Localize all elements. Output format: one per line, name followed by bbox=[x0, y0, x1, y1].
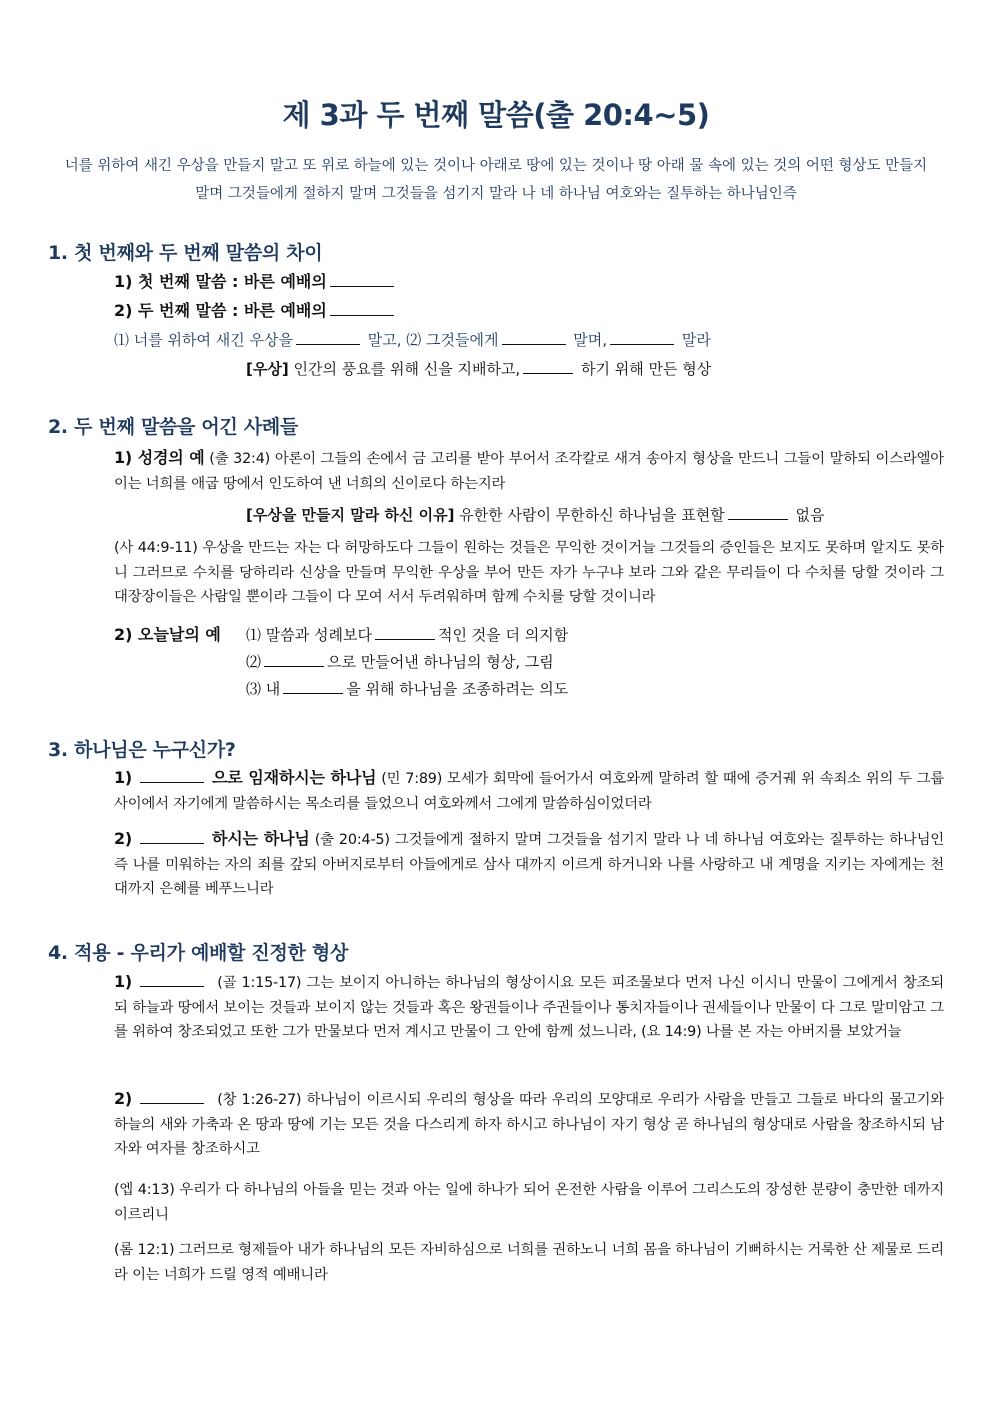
s3-item-2-text: (출 20:4-5) 그것들에게 절하지 말며 그것들을 섬기지 말라 나 네 하나님 여호와는 질투하는 하나님인즉 나를 미워하는 자의 죄를 갚되 아버지로부터 아들에게로 삼사 대까지 이르게 하거니와 나를 사랑하고 내 계명을 지키는 자에게는 천 대까지 은혜를 베푸느니라 bbox=[114, 832, 944, 897]
s2-item-2-label: 2) 오늘날의 예 bbox=[114, 625, 221, 644]
idol-text-b: 하기 위해 만든 형상 bbox=[580, 360, 712, 378]
s2-today-3 bbox=[246, 677, 568, 701]
s3-item-1 bbox=[114, 766, 944, 816]
s1-sub-b: 말고, ⑵ 그것들에게 bbox=[367, 331, 499, 349]
s1-sub-a: ⑴ 너를 위하여 새긴 우상을 bbox=[114, 331, 293, 349]
blank bbox=[502, 330, 566, 345]
s2-item-1-text: (출 32:4) 아론이 그들의 손에서 금 고리를 받아 부어서 조각칼로 새겨 송아지 형상을 만드니 그들이 말하되 이스라엘아 이는 너희를 애굽 땅에서 인도하여 낸 너희의 신이로다 하는지라 bbox=[114, 451, 945, 492]
blank bbox=[264, 652, 324, 667]
blank bbox=[330, 301, 394, 316]
s1-sub-c: 말며, bbox=[573, 331, 608, 349]
blank bbox=[728, 505, 788, 520]
blank bbox=[610, 330, 674, 345]
s4-item-2-text: (창 1:26-27) 하나님이 이르시되 우리의 형상을 따라 우리의 모양대로 우리가 사람을 만들고 그들로 바다의 물고기와 하늘의 새와 가축과 온 땅과 땅에 기는 모든 것을 다스리게 하자 하시고 하나님이 자기 형상 곧 하나님의 형상대로 사람을 창조하시되 남자와 여자를 창조하시고 bbox=[114, 1092, 944, 1157]
today-1-b: 적인 것을 더 의지함 bbox=[437, 626, 569, 644]
section-1-heading: 1. 첫 번째와 두 번째 말씀의 차이 bbox=[48, 242, 323, 264]
s4-item-1-text: (골 1:15-17) 그는 보이지 아니하는 하나님의 형상이시요 모든 피조물보다 먼저 나신 이시니 만물이 그에게서 창조되되 하늘과 땅에서 보이는 것들과 보이지 않는 것들과 혹은 왕권들이나 주권들이나 통치자들이나 권세들이나 만물이 다 그로 말미암고 그를 위하여 창조되었고 또한 그가 만물보다 먼저 계시고 만물이 그 안에 함께 섰느니라, (요 14:9) 나를 본 자는 아버지를 보았거늘 bbox=[114, 975, 944, 1040]
s2-bible-example bbox=[114, 446, 944, 496]
blank bbox=[283, 679, 343, 694]
s1-sub-d: 말라 bbox=[681, 331, 711, 349]
blank bbox=[375, 625, 435, 640]
s4-item-1-label: 1) bbox=[114, 972, 133, 991]
s2-item-2-label-line bbox=[114, 623, 221, 647]
s1-sub-line bbox=[114, 328, 711, 352]
page-title: 제 3과 두 번째 말씀(출 20:4~5) bbox=[282, 98, 710, 132]
blank bbox=[140, 829, 204, 844]
s3-item-2-label: 2) bbox=[114, 829, 133, 848]
today-3-a: ⑶ 내 bbox=[246, 680, 281, 698]
idol-label: [우상] bbox=[246, 360, 289, 378]
blank bbox=[523, 359, 573, 374]
today-1-a: ⑴ 말씀과 성례보다 bbox=[246, 626, 372, 644]
s4-item-2 bbox=[114, 1087, 944, 1162]
today-2-a: ⑵ bbox=[246, 653, 262, 671]
key-verse-line-1: 너를 위하여 새긴 우상을 만들지 말고 또 위로 하늘에 있는 것이나 아래로 땅에 있는 것이나 땅 아래 물 속에 있는 것의 어떤 형상도 만들지 bbox=[64, 158, 928, 174]
section-4-heading: 4. 적용 - 우리가 예배할 진정한 형상 bbox=[48, 942, 349, 964]
key-verse bbox=[55, 152, 937, 208]
s3-item-1-text: (민 7:89) 모세가 회막에 들어가서 여호와께 말하려 할 때에 증거궤 위 속죄소 위의 두 그룹 사이에서 자기에게 말씀하시는 목소리를 들었으니 여호와께서 그에게 말씀하심이었더라 bbox=[114, 771, 945, 812]
reason-text-a: 유한한 사람이 무한하신 하나님을 표현할 bbox=[459, 506, 725, 524]
s1-item-1-text: 1) 첫 번째 말씀 : 바른 예배의 bbox=[114, 272, 327, 291]
section-3-heading: 3. 하나님은 누구신가? bbox=[48, 739, 236, 761]
blank bbox=[330, 272, 394, 287]
blank bbox=[140, 972, 204, 987]
s4-romans: (롬 12:1) 그러므로 형제들아 내가 하나님의 모든 자비하심으로 너희를 권하노니 너희 몸을 하나님이 기뻐하시는 거룩한 산 제물로 드리라 이는 너희가 드릴 영적 예배니라 bbox=[114, 1242, 944, 1283]
s2-reason bbox=[246, 503, 824, 527]
s1-item-2 bbox=[114, 299, 397, 323]
reason-text-b: 없음 bbox=[795, 506, 825, 524]
blank bbox=[140, 768, 204, 783]
section-2-heading: 2. 두 번째 말씀을 어긴 사례들 bbox=[48, 416, 299, 438]
s3-item-1-label: 1) bbox=[114, 768, 133, 787]
s3-item-2 bbox=[114, 827, 944, 902]
s4-ephesians: (엡 4:13) 우리가 다 하나님의 아들을 믿는 것과 아는 일에 하나가 되어 온전한 사람을 이루어 그리스도의 장성한 분량이 충만한 데까지 이르리니 bbox=[114, 1182, 944, 1223]
s1-item-2-text: 2) 두 번째 말씀 : 바른 예배의 bbox=[114, 301, 327, 320]
s1-idol-definition bbox=[246, 357, 711, 381]
s4-item-1 bbox=[114, 970, 944, 1045]
s2-today-2 bbox=[246, 650, 554, 674]
blank bbox=[140, 1089, 204, 1104]
s3-item-1-bold: 으로 임재하시는 하나님 bbox=[212, 768, 377, 787]
s3-item-2-bold: 하시는 하나님 bbox=[212, 829, 310, 848]
s2-item-1-label: 1) 성경의 예 bbox=[114, 448, 205, 467]
idol-text-a: 인간의 풍요를 위해 신을 지배하고, bbox=[293, 360, 521, 378]
s4-item-2-label: 2) bbox=[114, 1089, 133, 1108]
blank bbox=[296, 330, 360, 345]
reason-label: [우상을 만들지 말라 하신 이유] bbox=[246, 506, 455, 524]
key-verse-line-2: 말며 그것들에게 절하지 말며 그것들을 섬기지 말라 나 네 하나님 여호와는 질투하는 하나님인즉 bbox=[195, 186, 797, 202]
s2-isaiah-passage: (사 44:9-11) 우상을 만드는 자는 다 허망하도다 그들이 원하는 것들은 무익한 것이거늘 그것들의 증인들은 보지도 못하며 알지도 못하니 그러므로 수치를 당하리라 신상을 만들며 무익한 우상을 부어 만든 자가 누구냐 보라 그와 같은 무리들이 다 수치를 당할 것이라 그 대장장이들은 사람일 뿐이라 그들이 다 모여 서서 두려워하며 함께 수치를 당할 것이니라 bbox=[114, 540, 944, 605]
s2-today-1 bbox=[246, 623, 568, 647]
s1-item-1 bbox=[114, 270, 397, 294]
today-3-b: 을 위해 하나님을 조종하려는 의도 bbox=[346, 680, 569, 698]
today-2-b: 으로 만들어낸 하나님의 형상, 그림 bbox=[327, 653, 554, 671]
